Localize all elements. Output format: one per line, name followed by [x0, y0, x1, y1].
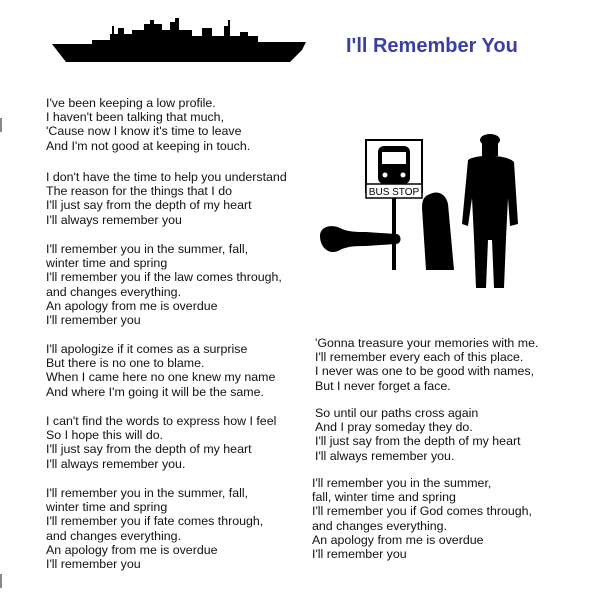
- lyric-line: I'll remember you if fate comes through,: [46, 514, 264, 529]
- lyric-line: But I never forget a face.: [315, 378, 451, 393]
- lyric-line: fall, winter time and spring: [312, 490, 456, 505]
- lyric-line: An apology from me is overdue: [46, 298, 218, 313]
- lyric-line: I'll just say from the depth of my heart: [46, 198, 252, 213]
- bus-stop-sign-icon: [366, 140, 422, 270]
- lyric-line: And I'm not good at keeping in touch.: [46, 138, 251, 153]
- lyric-line: 'Cause now I know it's time to leave: [46, 124, 242, 139]
- lyric-line: I never was one to be good with names,: [315, 364, 535, 379]
- lyric-line: I'll just say from the depth of my heart: [315, 434, 521, 449]
- lyric-line: I'll remember you: [46, 557, 141, 572]
- lyrics-stanza: [46, 414, 276, 471]
- guitar-case-icon: [320, 226, 401, 252]
- lyrics-stanza: [312, 476, 532, 561]
- lyric-line: I'll remember you in the summer,: [312, 476, 492, 490]
- lyric-line: But there is no one to blame.: [46, 356, 205, 371]
- bus-stop-sign-text: BUS STOP: [368, 187, 420, 198]
- lyric-line: I'll always remember you.: [46, 456, 186, 471]
- sailor-silhouette-icon: [462, 134, 518, 288]
- lyric-line: I haven't been talking that much,: [46, 110, 225, 125]
- lyric-line: I'll remember every each of this place.: [315, 350, 524, 365]
- lyric-line: An apology from me is overdue: [312, 532, 484, 547]
- lyrics-stanza: [46, 486, 263, 571]
- lyrics-stanza: [46, 96, 250, 153]
- lyric-line: I'll apologize if it comes as a surprise: [46, 342, 248, 356]
- page-title: I'll Remember You: [346, 35, 518, 57]
- lyric-line: I'll always remember you: [46, 212, 182, 227]
- lyric-line: And where I'm going it will be the same.: [46, 384, 264, 399]
- lyric-line: The reason for the things that I do: [46, 184, 232, 199]
- lyrics-stanza: [46, 342, 275, 399]
- lyric-line: I'll remember you in the summer, fall,: [46, 486, 249, 500]
- lyrics-stanza: [315, 336, 538, 393]
- lyric-line: An apology from me is overdue: [46, 542, 218, 557]
- lyric-line: I've been keeping a low profile.: [46, 96, 216, 110]
- lyric-line: winter time and spring: [46, 256, 168, 271]
- lyric-line: I'll remember you: [312, 547, 407, 562]
- lyric-line: I'll remember you: [46, 313, 141, 328]
- lyrics-stanza: [315, 406, 521, 463]
- lyric-line: I'll always remember you.: [315, 448, 455, 463]
- lyric-line: and changes everything.: [46, 528, 182, 543]
- lyric-line: and changes everything.: [46, 284, 182, 299]
- page-edge-mark: [0, 118, 2, 132]
- lyric-line: I can't find the words to express how I feel: [46, 414, 277, 428]
- lyric-line: I'll remember you in the summer, fall,: [46, 242, 249, 256]
- lyric-line: When I came here no one knew my name: [46, 370, 276, 385]
- lyric-line: So I hope this will do.: [46, 428, 164, 443]
- lyrics-stanza: [46, 170, 287, 227]
- lyric-line: I'll remember you if God comes through,: [312, 504, 532, 519]
- ship-silhouette-icon: [52, 16, 306, 66]
- lyric-line: I'll just say from the depth of my heart: [46, 442, 252, 457]
- lyric-line: and changes everything.: [312, 518, 448, 533]
- lyric-line: I don't have the time to help you understand: [46, 170, 287, 184]
- bus-stop-illustration: [318, 128, 538, 293]
- page-edge-mark: [0, 574, 2, 588]
- lyric-line: So until our paths cross again: [315, 406, 479, 420]
- lyric-line: winter time and spring: [46, 500, 168, 515]
- lyrics-stanza: [46, 242, 282, 327]
- lyric-line: 'Gonna treasure your memories with me.: [315, 336, 539, 350]
- duffel-bag-icon: [422, 192, 454, 270]
- lyric-line: I'll remember you if the law comes through,: [46, 270, 282, 285]
- lyric-line: And I pray someday they do.: [315, 420, 473, 435]
